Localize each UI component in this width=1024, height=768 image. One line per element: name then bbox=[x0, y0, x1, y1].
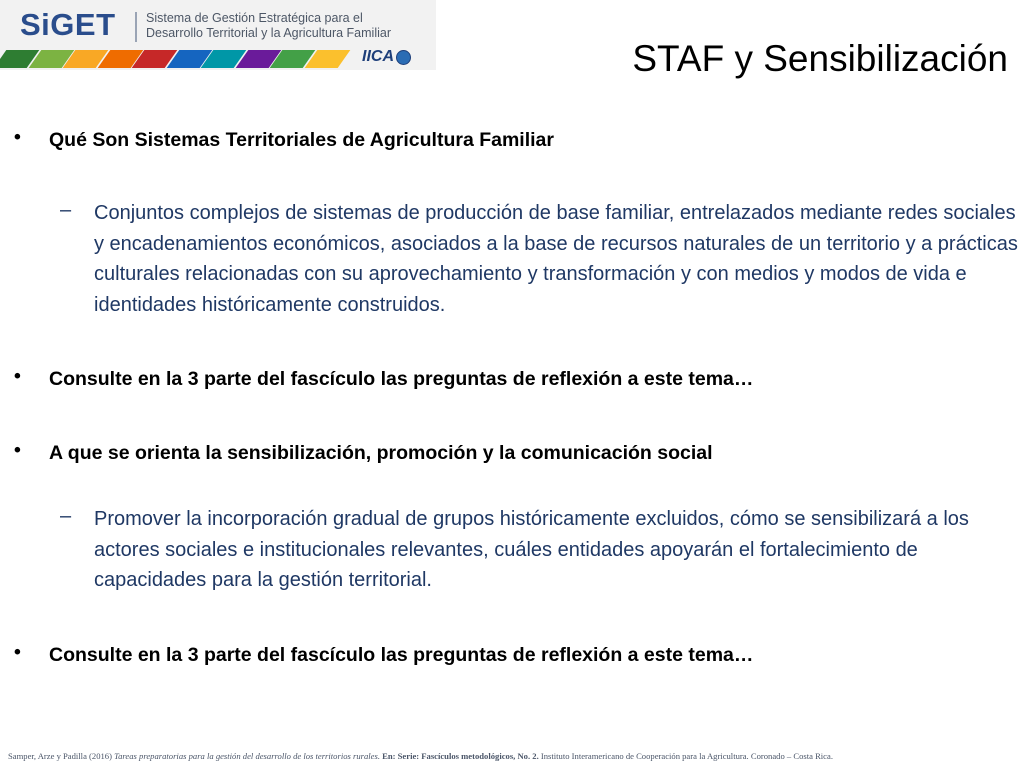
bullet-consult-reflection-2: Consulte en la 3 parte del fascículo las preguntas de reflexión a este tema… bbox=[49, 644, 754, 666]
dash-icon: – bbox=[60, 199, 72, 221]
bullet-consult-reflection-1: Consulte en la 3 parte del fascículo las preguntas de reflexión a este tema… bbox=[49, 368, 754, 390]
citation-publisher: Instituto Interamericano de Cooperación para la Agricultura. Coronado – Costa Rica. bbox=[538, 751, 833, 761]
sensitization-text: Promover la incorporación gradual de grupos históricamente excluidos, cómo se sensibilizará a los actores sociales e institucionales relevantes, cuáles entidades apoyarán el fortalecimiento de capacidades para la gestión territorial. bbox=[94, 508, 969, 591]
header-banner bbox=[0, 0, 436, 70]
bullet-sensitization-heading: A que se orienta la sensibilización, promoción y la comunicación social bbox=[49, 442, 713, 464]
brand-color-bar bbox=[0, 50, 345, 68]
logo-subtitle bbox=[146, 11, 431, 41]
bullet-icon: • bbox=[14, 365, 21, 387]
dash-icon: – bbox=[60, 505, 72, 527]
iica-logo bbox=[362, 48, 411, 66]
bullet-icon: • bbox=[14, 126, 21, 148]
citation-title: Tareas preparatorias para la gestión del desarrollo de los territorios rurales. bbox=[114, 751, 380, 761]
bullet-icon: • bbox=[14, 641, 21, 663]
logo-subtitle-line-2: Desarrollo Territorial y la Agricultura Familiar bbox=[146, 26, 391, 40]
logo-divider bbox=[135, 12, 137, 42]
slide-title: STAF y Sensibilización bbox=[632, 38, 1008, 79]
citation-authors: Samper, Arze y Padilla (2016) bbox=[8, 751, 115, 761]
bullet-icon: • bbox=[14, 439, 21, 461]
globe-icon bbox=[396, 50, 411, 65]
staf-definition-text: Conjuntos complejos de sistemas de producción de base familiar, entrelazados mediante redes sociales y encadenamientos económicos, asociados a la base de recursos naturales de un territorio y a prácticas culturales relacionadas con su aprovechamiento y transformación y con medios y modos de vida e identidades históricamente construidos. bbox=[94, 202, 1018, 316]
logo-subtitle-line-1: Sistema de Gestión Estratégica para el bbox=[146, 11, 363, 25]
iica-logo-text: IICA bbox=[362, 48, 394, 65]
footer-citation bbox=[8, 751, 1018, 761]
bullet-staf-definition-heading: Qué Son Sistemas Territoriales de Agricultura Familiar bbox=[49, 129, 554, 151]
citation-series: En: Serie: Fascículos metodológicos, No. 2. bbox=[379, 751, 539, 761]
siget-logo: SiGET bbox=[20, 7, 116, 42]
